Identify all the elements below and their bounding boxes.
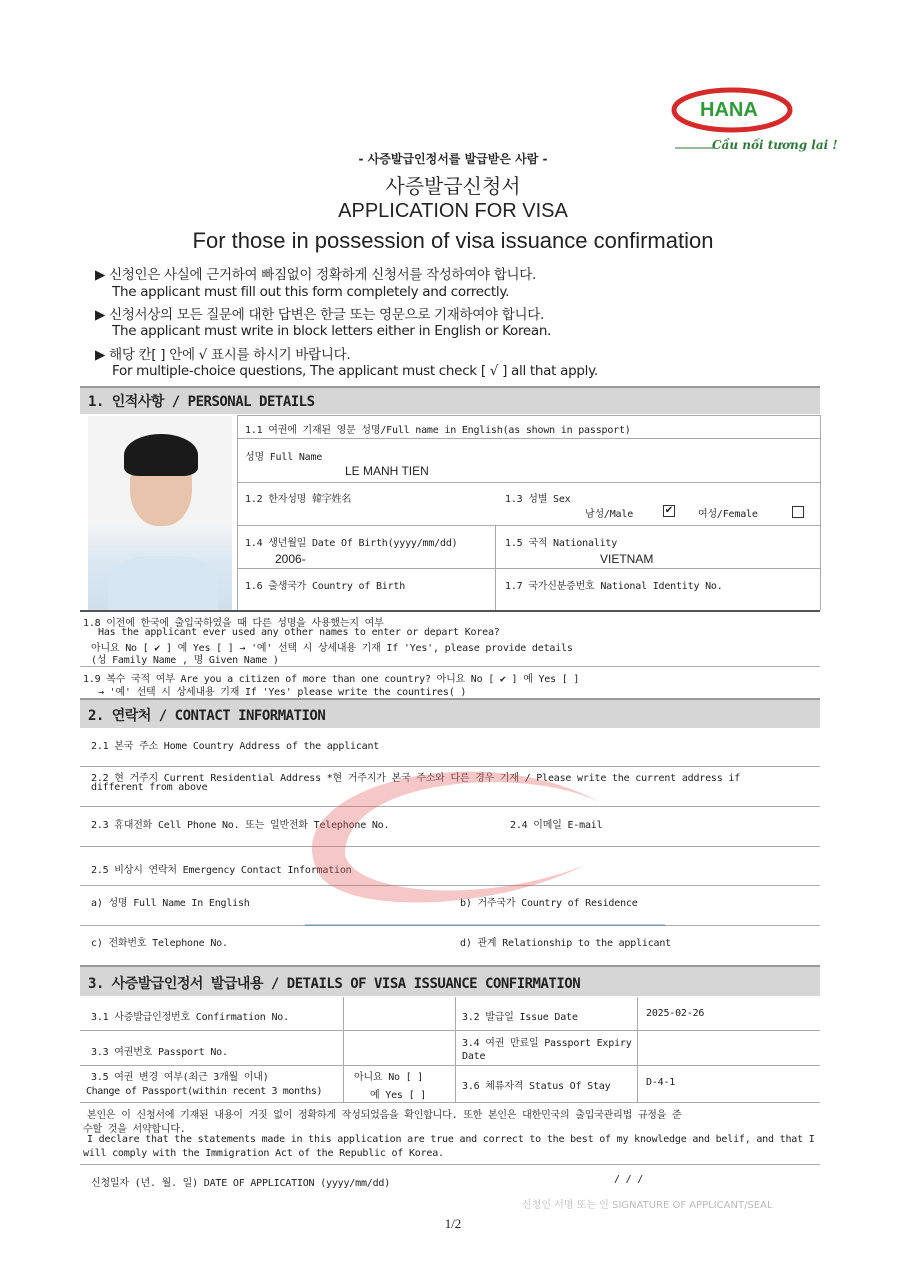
label-dob: 1.4 생년월일 Date Of Birth(yyyy/mm/dd) xyxy=(245,538,458,549)
title-sub: For those in possession of visa issuance confirmation xyxy=(192,228,714,253)
page-number: 1/2 xyxy=(444,1216,462,1231)
label-email[interactable]: 2.4 이메일 E-mail xyxy=(510,820,603,831)
q18-options[interactable]: 아니요 No [ ✔ ] 예 Yes [ ] → '예' 선택 시 상세내용 기재 If 'Yes', please provide details xyxy=(91,643,573,654)
section-visa-confirmation: 3. 사증발급인정서 발급내용 / DETAILS OF VISA ISSUANCE CONFIRMATION xyxy=(80,965,820,996)
label-confirmation-no: 3.1 사증발급인정번호 Confirmation No. xyxy=(91,1012,289,1023)
label-passport-no: 3.3 여권번호 Passport No. xyxy=(91,1047,228,1058)
label-national-id: 1.7 국가신분증번호 National Identity No. xyxy=(505,581,723,592)
logo-slogan: Cầu nối tương lai ! xyxy=(712,138,838,152)
signature-label: 신청인 서명 또는 인 SIGNATURE OF APPLICANT/SEAL xyxy=(522,1200,773,1211)
q19[interactable]: 1.9 복수 국적 여부 Are you a citizen of more than one country? 아니요 No [ ✔ ] 예 Yes [ ] xyxy=(83,674,580,685)
issue-date-value[interactable]: 2025-02-26 xyxy=(646,1008,705,1019)
declaration-en-1: I declare that the statements made in this application are true and correct to the best of my knowledge and belif, and that I xyxy=(87,1134,815,1145)
label-full-name-passport: 1.1 여권에 기재된 영문 성명/Full name in English(as shown in passport) xyxy=(245,425,631,436)
title-en: APPLICATION FOR VISA xyxy=(338,200,568,222)
label-country-of-birth: 1.6 출생국가 Country of Birth xyxy=(245,581,406,592)
title-ko: 사증발급신청서 xyxy=(385,174,521,198)
passport-change-yes[interactable]: 예 Yes [ ] xyxy=(370,1090,427,1101)
q18-en: Has the applicant ever used any other names to enter or depart Korea? xyxy=(98,627,500,638)
q18-names[interactable]: (성 Family Name , 명 Given Name ) xyxy=(91,655,279,666)
declaration-ko-2: 수할 것을 서약합니다. xyxy=(83,1124,186,1135)
label-emergency-relationship[interactable]: d) 관계 Relationship to the applicant xyxy=(460,938,671,949)
label-emergency-phone[interactable]: c) 전화번호 Telephone No. xyxy=(91,938,228,949)
label-sex: 1.3 성별 Sex xyxy=(505,494,571,505)
label-status-of-stay: 3.6 체류자격 Status Of Stay xyxy=(462,1081,611,1092)
section-personal-details: 1. 인적사항 / PERSONAL DETAILS xyxy=(80,386,820,414)
instruction-3-en: For multiple-choice questions, The applicant must check [ √ ] all that apply. xyxy=(112,363,598,379)
check-icon: ✔ xyxy=(664,505,674,516)
label-passport-change: 3.5 여권 변경 여부(최근 3개월 이내) xyxy=(91,1072,269,1083)
label-nationality: 1.5 국적 Nationality xyxy=(505,538,618,549)
label-full-name: 성명 Full Name xyxy=(245,452,323,463)
label-emergency-country[interactable]: b) 거주국가 Country of Residence xyxy=(460,898,638,909)
label-emergency-contact: 2.5 비상시 연락처 Emergency Contact Information xyxy=(91,865,352,876)
male-checkbox[interactable] xyxy=(663,505,675,517)
label-current-address[interactable]: 2.2 현 거주지 Current Residential Address *현 거주지가 본국 주소와 다른 경우 기재 / Please write the current address if xyxy=(91,773,741,784)
status-of-stay-value[interactable]: D-4-1 xyxy=(646,1077,676,1088)
q19-details[interactable]: → '예' 선택 시 상세내용 기재 If 'Yes' please write the countires( ) xyxy=(98,687,467,698)
female-checkbox[interactable] xyxy=(792,506,804,518)
q18-ko: 1.8 이전에 한국에 출입국하였을 때 다른 성명을 사용했는지 여부 xyxy=(83,618,384,629)
instruction-1: ▶ 신청인은 사실에 근거하여 빠짐없이 정확하게 신청서를 작성하여야 합니다. xyxy=(95,267,536,283)
passport-change-no[interactable]: 아니요 No [ ] xyxy=(354,1072,424,1083)
hana-logo xyxy=(670,82,838,157)
section-contact-information: 2. 연락처 / CONTACT INFORMATION xyxy=(80,698,820,728)
instruction-3: ▶ 해당 칸[ ] 안에 √ 표시를 하시기 바랍니다. xyxy=(95,347,351,363)
label-chinese-name: 1.2 한자성명 韓字姓名 xyxy=(245,494,352,505)
nationality-value[interactable]: VIETNAM xyxy=(600,552,654,566)
logo-brand: HANA xyxy=(700,99,758,121)
full-name-value[interactable]: LE MANH TIEN xyxy=(345,464,429,478)
dob-value[interactable]: 2006- xyxy=(275,552,306,566)
instruction-2-en: The applicant must write in block letters either in English or Korean. xyxy=(112,323,552,339)
instruction-1-en: The applicant must fill out this form completely and correctly. xyxy=(112,284,510,300)
label-current-address-2: different from above xyxy=(91,782,208,793)
declaration-ko-1: 본인은 이 신청서에 기재된 내용이 거짓 없이 정확하게 작성되었음을 확인합니다. 또한 본인은 대한민국의 출입국관리법 규정을 준 xyxy=(87,1110,682,1121)
label-date-of-application: 신청일자 (년. 월. 일) DATE OF APPLICATION (yyyy/mm/dd) xyxy=(91,1178,391,1189)
label-female: 여성/Female xyxy=(698,509,758,520)
label-passport-expiry-2: Date xyxy=(462,1051,486,1062)
label-home-address[interactable]: 2.1 본국 주소 Home Country Address of the applicant xyxy=(91,741,380,752)
label-passport-change-en: Change of Passport(within recent 3 months) xyxy=(86,1086,323,1097)
date-of-application-field[interactable]: / / / xyxy=(614,1174,644,1185)
label-issue-date: 3.2 발급일 Issue Date xyxy=(462,1012,578,1023)
applicant-photo xyxy=(88,416,232,610)
declaration-en-2: will comply with the Immigration Act of the Republic of Korea. xyxy=(83,1148,444,1159)
label-emergency-name[interactable]: a) 성명 Full Name In English xyxy=(91,898,250,909)
label-phone[interactable]: 2.3 휴대전화 Cell Phone No. 또는 일반전화 Telephone No. xyxy=(91,820,390,831)
label-passport-expiry: 3.4 여권 만료일 Passport Expiry xyxy=(462,1038,632,1049)
form-subtitle: - 사증발급인정서를 발급받은 사람 - xyxy=(358,152,548,166)
instruction-2: ▶ 신청서상의 모든 질문에 대한 답변은 한글 또는 영문으로 기재하여야 합니다. xyxy=(95,307,544,323)
label-male: 남성/Male xyxy=(585,509,634,520)
